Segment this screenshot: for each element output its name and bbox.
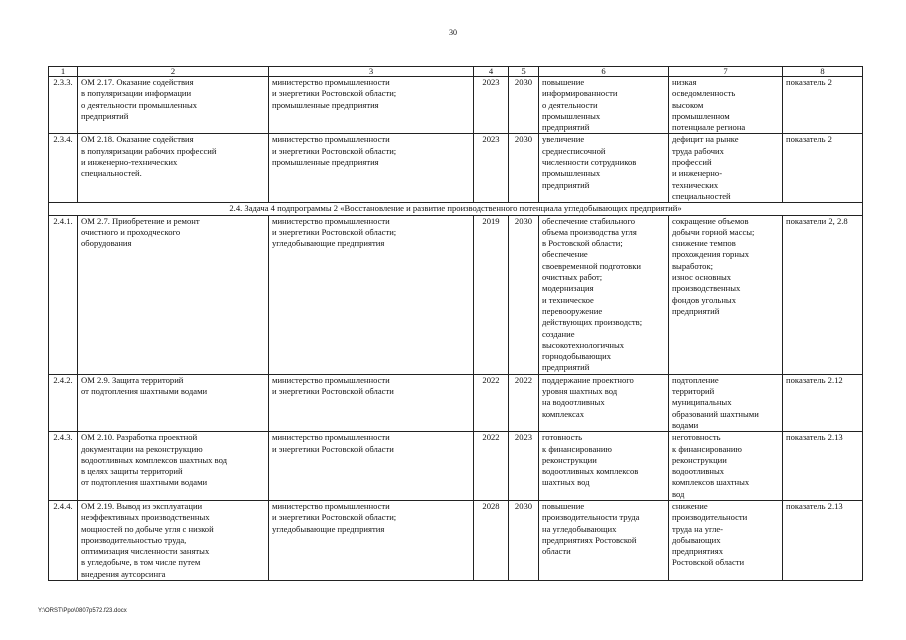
cell-text-line: и энергетики Ростовской области <box>272 443 394 454</box>
cell-text-line: промышленных <box>542 168 601 179</box>
expected-result-cell <box>539 500 669 580</box>
column-number: 3 <box>269 67 474 77</box>
expected-result-cell <box>539 134 669 203</box>
cell-text-line: показатель 2 <box>786 134 832 145</box>
cell-text-line: осведомленность <box>672 88 736 99</box>
cell-text-line: министерство промышленности <box>272 500 390 511</box>
start-year-cell: 2023 <box>474 77 509 134</box>
cell-text-line: своевременной подготовки <box>542 260 641 271</box>
consequence-cell <box>669 374 783 431</box>
row-number-cell: 2.4.2. <box>49 374 78 431</box>
cell-text-line: министерство промышленности <box>272 432 390 443</box>
cell-text-line: высокотехнологичных <box>542 339 625 350</box>
cell-text-line: потенциале региона <box>672 122 746 133</box>
cell-text-line: области <box>542 546 571 557</box>
end-year-cell: 2030 <box>509 500 539 580</box>
consequence-cell <box>669 432 783 501</box>
cell-text-line: в целях защиты территорий <box>81 466 183 477</box>
consequence-cell <box>669 77 783 134</box>
indicator-cell <box>783 432 863 501</box>
cell-text-line: перевооружение <box>542 305 603 316</box>
cell-text-line: обеспечение стабильного <box>542 215 636 226</box>
cell-text-line: прохождения горных <box>672 249 750 260</box>
indicator-cell <box>783 134 863 203</box>
cell-text-line: промышленные предприятия <box>272 99 379 110</box>
cell-text-line: Ростовской области <box>672 557 745 568</box>
cell-text-line: образований шахтными <box>672 408 759 419</box>
end-year-cell: 2030 <box>509 77 539 134</box>
cell-text-line: производительности труда <box>542 512 640 523</box>
cell-text-line: и энергетики Ростовской области; <box>272 88 397 99</box>
row-number-cell: 2.4.4. <box>49 500 78 580</box>
cell-text-line: поддержание проектного <box>542 374 634 385</box>
cell-text-line: от подтопления шахтными водами <box>81 477 208 488</box>
column-number: 6 <box>539 67 669 77</box>
indicator-cell <box>783 77 863 134</box>
cell-text-line: дефицит на рынке <box>672 134 739 145</box>
cell-text-line: комплексов шахтных <box>672 477 750 488</box>
cell-text-line: ОМ 2.10. Разработка проектной <box>81 432 198 443</box>
measure-name-cell <box>78 134 269 203</box>
cell-text-line: профессий <box>672 157 712 168</box>
cell-text-line: водоотливных комплексов <box>542 466 639 477</box>
cell-text-line: угледобывающие предприятия <box>272 238 385 249</box>
cell-text-line: неэффективных производственных <box>81 512 210 523</box>
column-number: 2 <box>78 67 269 77</box>
row-number-cell: 2.4.1. <box>49 215 78 374</box>
start-year-cell: 2019 <box>474 215 509 374</box>
cell-text-line: и техническое <box>542 294 594 305</box>
cell-text-line: водами <box>672 419 699 430</box>
cell-text-line: промышленном <box>672 110 730 121</box>
cell-text-line: производительности <box>672 512 748 523</box>
cell-text-line: шахтных вод <box>542 477 590 488</box>
column-number: 1 <box>49 67 78 77</box>
cell-text-line: показатель 2.12 <box>786 374 843 385</box>
measures-table <box>48 66 863 581</box>
cell-text-line: снижение темпов <box>672 238 736 249</box>
table-row <box>49 215 863 374</box>
row-number-cell: 2.3.3. <box>49 77 78 134</box>
cell-text-line: угледобывающие предприятия <box>272 523 385 534</box>
cell-text-line: показатель 2.13 <box>786 432 843 443</box>
cell-text-line: внедрения аутсорсинга <box>81 568 166 579</box>
cell-text-line: производственных <box>672 283 741 294</box>
cell-text-line: и энергетики Ростовской области; <box>272 512 397 523</box>
measure-name-cell <box>78 432 269 501</box>
cell-text-line: подтопление <box>672 374 719 385</box>
cell-text-line: информированности <box>542 88 618 99</box>
cell-text-line: ОМ 2.17. Оказание содействия <box>81 77 194 87</box>
cell-text-line: территорий <box>672 386 715 397</box>
table-body <box>49 67 863 581</box>
indicator-cell <box>783 500 863 580</box>
consequence-cell <box>669 134 783 203</box>
cell-text-line: на угледобывающих <box>542 523 617 534</box>
cell-text-line: и инженерно- <box>672 168 723 179</box>
cell-text-line: водоотливных <box>672 466 725 477</box>
cell-text-line: добывающих <box>672 534 721 545</box>
cell-text-line: труда на угле- <box>672 523 724 534</box>
cell-text-line: показатель 2 <box>786 77 832 87</box>
measure-name-cell <box>78 500 269 580</box>
cell-text-line: в угледобыче, в том числе путем <box>81 557 201 568</box>
cell-text-line: низкая <box>672 77 697 87</box>
cell-text-line: комплексах <box>542 408 585 419</box>
table-row <box>49 134 863 203</box>
cell-text-line: к финансированию <box>672 443 742 454</box>
cell-text-line: показатели 2, 2.8 <box>786 215 848 226</box>
cell-text-line: промышленных <box>542 110 601 121</box>
table-row <box>49 432 863 501</box>
cell-text-line: предприятий <box>672 305 720 316</box>
cell-text-line: ОМ 2.9. Защита территорий <box>81 374 184 385</box>
cell-text-line: создание <box>542 328 575 339</box>
measure-name-cell <box>78 77 269 134</box>
cell-text-line: реконструкции <box>542 454 597 465</box>
cell-text-line: министерство промышленности <box>272 77 390 87</box>
cell-text-line: увеличение <box>542 134 585 145</box>
cell-text-line: на водоотливных <box>542 397 605 408</box>
column-number: 5 <box>509 67 539 77</box>
footer-file-path: Y:\ORST\Ppo\0807p572.f23.docx <box>38 608 127 614</box>
cell-text-line: о деятельности промышленных <box>81 99 198 110</box>
start-year-cell: 2028 <box>474 500 509 580</box>
cell-text-line: добычи горной массы; <box>672 226 755 237</box>
column-number: 4 <box>474 67 509 77</box>
cell-text-line: действующих производств; <box>542 317 643 328</box>
end-year-cell: 2023 <box>509 432 539 501</box>
cell-text-line: предприятий <box>542 362 590 373</box>
consequence-cell <box>669 215 783 374</box>
start-year-cell: 2022 <box>474 374 509 431</box>
measure-name-cell <box>78 215 269 374</box>
cell-text-line: и энергетики Ростовской области; <box>272 145 397 156</box>
cell-text-line: промышленные предприятия <box>272 157 379 168</box>
cell-text-line: технических <box>672 179 719 190</box>
cell-text-line: от подтопления шахтными водами <box>81 386 208 397</box>
cell-text-line: водоотливных комплексов шахтных вод <box>81 454 228 465</box>
cell-text-line: и энергетики Ростовской области; <box>272 226 397 237</box>
expected-result-cell <box>539 374 669 431</box>
cell-text-line: неготовность <box>672 432 721 443</box>
column-number: 7 <box>669 67 783 77</box>
cell-text-line: и энергетики Ростовской области <box>272 386 394 397</box>
cell-text-line: труда рабочих <box>672 145 724 156</box>
cell-text-line: документации на реконструкцию <box>81 443 203 454</box>
cell-text-line: высоком <box>672 99 704 110</box>
cell-text-line: в Ростовской области; <box>542 238 623 249</box>
cell-text-line: модернизация <box>542 283 594 294</box>
cell-text-line: ОМ 2.7. Приобретение и ремонт <box>81 215 200 226</box>
cell-text-line: о деятельности <box>542 99 598 110</box>
start-year-cell: 2022 <box>474 432 509 501</box>
cell-text-line: снижение <box>672 500 708 511</box>
cell-text-line: повышение <box>542 500 585 511</box>
cell-text-line: в популяризации информации <box>81 88 192 99</box>
cell-text-line: оборудования <box>81 238 132 249</box>
cell-text-line: предприятиях Ростовской <box>542 534 637 545</box>
start-year-cell: 2023 <box>474 134 509 203</box>
cell-text-line: сокращение объемов <box>672 215 749 226</box>
cell-text-line: министерство промышленности <box>272 134 390 145</box>
measure-name-cell <box>78 374 269 431</box>
cell-text-line: очистных работ; <box>542 272 603 283</box>
expected-result-cell <box>539 432 669 501</box>
executor-cell <box>269 374 474 431</box>
cell-text-line: производительностью труда, <box>81 534 187 545</box>
end-year-cell: 2022 <box>509 374 539 431</box>
cell-text-line: среднесписочной <box>542 145 606 156</box>
cell-text-line: специальностей <box>672 190 731 201</box>
task-heading: 2.4. Задача 4 подпрограммы 2 «Восстановление и развитие производственного потенциала угледобывающих предприятий» <box>49 203 863 215</box>
cell-text-line: вод <box>672 488 685 499</box>
indicator-cell <box>783 215 863 374</box>
table-row <box>49 374 863 431</box>
cell-text-line: уровня шахтных вод <box>542 386 618 397</box>
cell-text-line: к финансированию <box>542 443 612 454</box>
cell-text-line: предприятиях <box>672 546 724 557</box>
cell-text-line: предприятий <box>542 179 590 190</box>
end-year-cell: 2030 <box>509 215 539 374</box>
table-row <box>49 77 863 134</box>
expected-result-cell <box>539 215 669 374</box>
cell-text-line: министерство промышленности <box>272 374 390 385</box>
cell-text-line: предприятий <box>81 110 129 121</box>
cell-text-line: мощностей по добыче угля с низкой <box>81 523 214 534</box>
column-number: 8 <box>783 67 863 77</box>
task-heading-row <box>49 203 863 215</box>
cell-text-line: специальностей. <box>81 168 142 179</box>
cell-text-line: износ основных <box>672 272 732 283</box>
expected-result-cell <box>539 77 669 134</box>
cell-text-line: численности сотрудников <box>542 157 637 168</box>
cell-text-line: и инженерно-технических <box>81 157 178 168</box>
cell-text-line: фондов угольных <box>672 294 737 305</box>
cell-text-line: муниципальных <box>672 397 732 408</box>
executor-cell <box>269 134 474 203</box>
cell-text-line: очистного и проходческого <box>81 226 181 237</box>
cell-text-line: горнодобывающих <box>542 351 612 362</box>
executor-cell <box>269 77 474 134</box>
executor-cell <box>269 500 474 580</box>
executor-cell <box>269 432 474 501</box>
table-row <box>49 500 863 580</box>
cell-text-line: оптимизация численности занятых <box>81 546 210 557</box>
executor-cell <box>269 215 474 374</box>
cell-text-line: показатель 2.13 <box>786 500 843 511</box>
cell-text-line: в популяризации рабочих профессий <box>81 145 217 156</box>
consequence-cell <box>669 500 783 580</box>
cell-text-line: повышение <box>542 77 585 87</box>
cell-text-line: министерство промышленности <box>272 215 390 226</box>
row-number-cell: 2.3.4. <box>49 134 78 203</box>
cell-text-line: готовность <box>542 432 583 443</box>
indicator-cell <box>783 374 863 431</box>
cell-text-line: реконструкции <box>672 454 727 465</box>
cell-text-line: объема производства угля <box>542 226 637 237</box>
cell-text-line: ОМ 2.19. Вывод из эксплуатации <box>81 500 203 511</box>
page-number: 30 <box>449 28 457 37</box>
cell-text-line: обеспечение <box>542 249 588 260</box>
row-number-cell: 2.4.3. <box>49 432 78 501</box>
cell-text-line: предприятий <box>542 122 590 133</box>
cell-text-line: ОМ 2.18. Оказание содействия <box>81 134 194 145</box>
end-year-cell: 2030 <box>509 134 539 203</box>
cell-text-line: выработок; <box>672 260 714 271</box>
column-numbers-row <box>49 67 863 77</box>
